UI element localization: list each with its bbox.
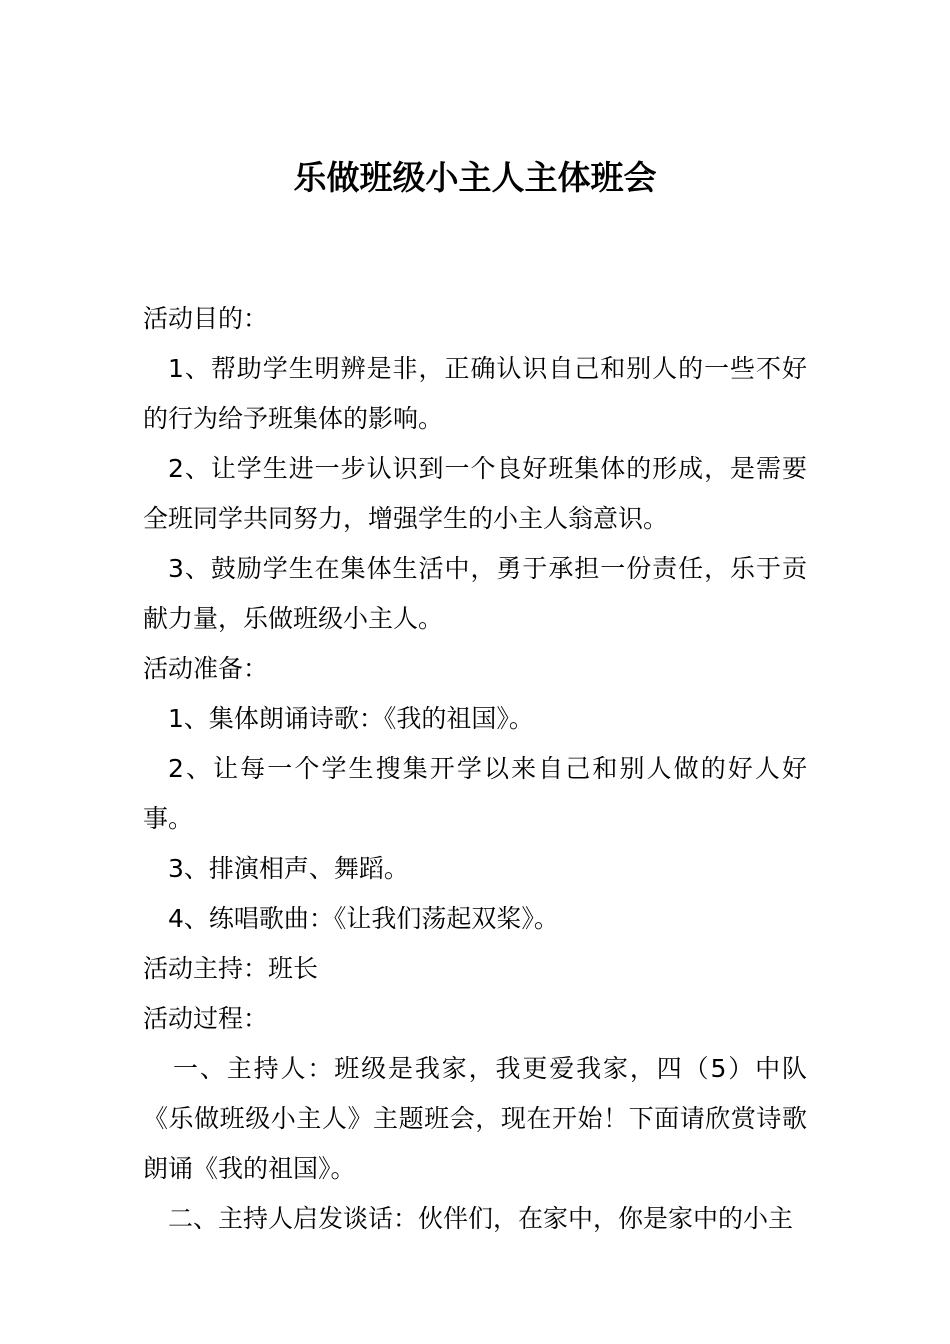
preparation-item-3: 3、排演相声、舞蹈。 [168, 854, 409, 883]
preparation-item-1: 1、集体朗诵诗歌：《我的祖国》。 [168, 704, 534, 733]
document-body [143, 294, 807, 1244]
process-step-2: 二、主持人启发谈话：伙伴们，在家中，你是家中的小主 [168, 1204, 794, 1233]
purpose-item-1: 1、帮助学生明辨是非，正确认识自己和别人的一些不好的行为给予班集体的影响。 [143, 354, 807, 433]
purpose-item-2: 2、让学生进一步认识到一个良好班集体的形成，是需要全班同学共同努力，增强学生的小主人翁意识。 [143, 454, 807, 533]
document-title: 乐做班级小主人主体班会 [293, 158, 657, 197]
section-heading-process: 活动过程： [143, 1004, 269, 1033]
process-step-1: 一、主持人：班级是我家，我更爱我家，四（5）中队《乐做班级小主人》主题班会，现在开始！下面请欣赏诗歌朗诵《我的祖国》。 [143, 1054, 807, 1183]
preparation-item-4: 4、练唱歌曲：《让我们荡起双桨》。 [168, 904, 559, 933]
preparation-item-2: 2、让每一个学生搜集开学以来自己和别人做的好人好事。 [143, 754, 807, 833]
section-heading-purpose: 活动目的： [143, 304, 269, 333]
section-host: 活动主持：班长 [143, 954, 319, 983]
section-heading-preparation: 活动准备： [143, 654, 269, 683]
purpose-item-3: 3、鼓励学生在集体生活中，勇于承担一份责任，乐于贡献力量，乐做班级小主人。 [143, 554, 807, 633]
